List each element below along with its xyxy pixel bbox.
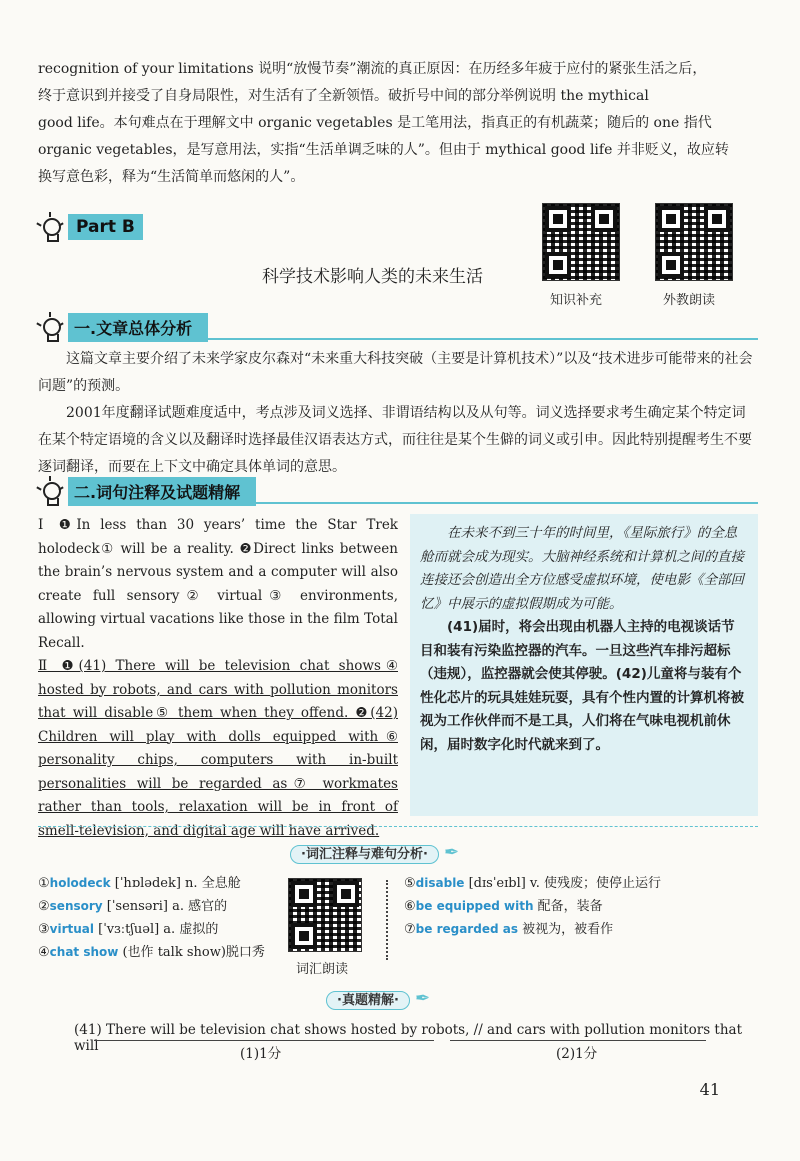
vocab-item: ④chat show (也作 talk show)脱口秀 xyxy=(38,945,265,960)
vocab-item: ⑥be equipped with 配备，装备 xyxy=(404,899,603,914)
section-title: 二.词句注释及试题精解 xyxy=(68,477,256,506)
pen-icon: ✒ xyxy=(443,842,460,863)
passage-paragraph-2: Ⅱ ❶(41) There will be television chat shows④ hosted by robots, and cars with pollution monitors that will disable⑤ them when they offend. ❷(42) Children will play with dolls equipped with⑥ personality chips, computers with in-built personalities will be regarded as⑦ workmates rather than tools, relaxation will be in front of smell-television, and digital age will have arrived. xyxy=(38,658,398,839)
part-b-label: Part B xyxy=(68,214,143,240)
analysis-paragraph: 2001年度翻译试题难度适中，考点涉及词义选择、非谓语结构以及从句等。词义选择要求考生确定某个特定词在某个特定语境的含义以及翻译时选择最佳汉语表达方式，而往往是某个生僻的词义或引申。因此特别提醒考生不要逐词翻译，而要在上下文中确定具体单词的意思。 xyxy=(38,405,752,475)
qr-code-vocab[interactable] xyxy=(288,878,362,952)
section-title: 一.文章总体分析 xyxy=(68,313,208,342)
score-mark-1: (1)1分 xyxy=(240,1046,282,1062)
score-mark-2: (2)1分 xyxy=(556,1046,598,1062)
intro-paragraph xyxy=(38,56,758,191)
qr-code-reading[interactable] xyxy=(655,203,733,281)
intro-line: organic vegetables，是写意用法，实指“生活单调乏味的人”。但由于 mythical good life 并非贬义，故应转 xyxy=(38,142,729,158)
lightbulb-icon xyxy=(38,312,64,342)
vocab-item: ②sensory [ˈsensəri] a. 感官的 xyxy=(38,899,228,914)
vocab-item: ⑤disable [dɪsˈeɪbl] v. 使残废；使停止运行 xyxy=(404,876,661,891)
passage-paragraph-1: Ⅰ ❶In less than 30 years’ time the Star Trek holodeck① will be a reality. ❷Direct links between the brain’s nervous system and a computer will also create full sensory② virtual③ environments, allowing virtual vacations like those in the film Total Recall. xyxy=(38,517,398,651)
qr-label-vocab: 词汇朗读 xyxy=(296,962,349,977)
intro-line: good life。本句难点在于理解文中 organic vegetables 是工笔用法，指真正的有机蔬菜；随后的 one 指代 xyxy=(38,115,712,131)
vocab-list-left xyxy=(38,872,278,964)
analysis-paragraph: 这篇文章主要介绍了未来学家皮尔森对“未来重大科技突破（主要是计算机技术）”以及“技术进步可能带来的社会问题”的预测。 xyxy=(38,351,753,394)
translation-paragraph-1: 在未来不到三十年的时间里，《星际旅行》的全息舱而就会成为现实。大脑神经系统和计算机之间的直接连接还会创造出全方位感受虚拟环境，使电影《全部回忆》中展示的虚拟假期成为可能。 xyxy=(420,525,744,612)
pen-icon: ✒ xyxy=(414,988,431,1009)
answer-pill: ·真题精解· xyxy=(326,991,410,1010)
analysis-text xyxy=(38,346,758,481)
vocab-header xyxy=(290,842,459,863)
lightbulb-icon xyxy=(38,212,64,242)
vocab-item: ③virtual [ˈvɜːtʃuəl] a. 虚拟的 xyxy=(38,922,219,937)
qr-label-reading: 外教朗读 xyxy=(663,293,716,308)
answer-header xyxy=(326,988,430,1009)
part-b-subtitle: 科学技术影响人类的未来生活 xyxy=(262,267,483,287)
english-passage xyxy=(38,514,398,843)
divider xyxy=(38,826,758,827)
vocab-pill: ·词汇注释与难句分析· xyxy=(290,845,439,864)
translation-paragraph-2: (41)届时，将会出现由机器人主持的电视谈话节目和装有污染监控器的汽车。一旦这些汽车排污超标（违规），监控器就会使其停驶。(42)儿童将与装有个性化芯片的玩具娃娃玩耍，具有个性内置的计算机将被视为工作伙伴而不是工具，人们将在气味电视机前休闲，届时数字化时代就来到了。 xyxy=(420,619,744,753)
page-number: 41 xyxy=(699,1080,720,1099)
answer-underline xyxy=(450,1040,706,1041)
vocab-list-right xyxy=(404,872,754,941)
lightbulb-icon xyxy=(38,476,64,506)
qr-code-knowledge[interactable] xyxy=(542,203,620,281)
part-b-header xyxy=(38,210,143,244)
section-header-notes xyxy=(38,476,758,506)
intro-line: 换写意色彩，释为“生活简单而悠闲的人”。 xyxy=(38,169,305,185)
qr-label-knowledge: 知识补充 xyxy=(550,293,603,308)
section-header-analysis xyxy=(38,312,758,342)
answer-underline xyxy=(94,1040,434,1041)
answer-sentence: (41) There will be television chat shows hosted by robots, // and cars with pollution monitors that will xyxy=(74,1022,743,1054)
intro-line: recognition of your limitations 说明“放慢节奏”潮流的真正原因：在历经多年疲于应付的紧张生活之后， xyxy=(38,61,707,77)
vocab-item: ①holodeck [ˈhɒlədek] n. 全息舱 xyxy=(38,876,241,891)
chinese-translation xyxy=(410,514,758,816)
vocab-item: ⑦be regarded as 被视为，被看作 xyxy=(404,922,614,937)
binding-divider xyxy=(386,880,396,960)
intro-line: 终于意识到并接受了自身局限性，对生活有了全新领悟。破折号中间的部分举例说明 the mythical xyxy=(38,88,649,104)
